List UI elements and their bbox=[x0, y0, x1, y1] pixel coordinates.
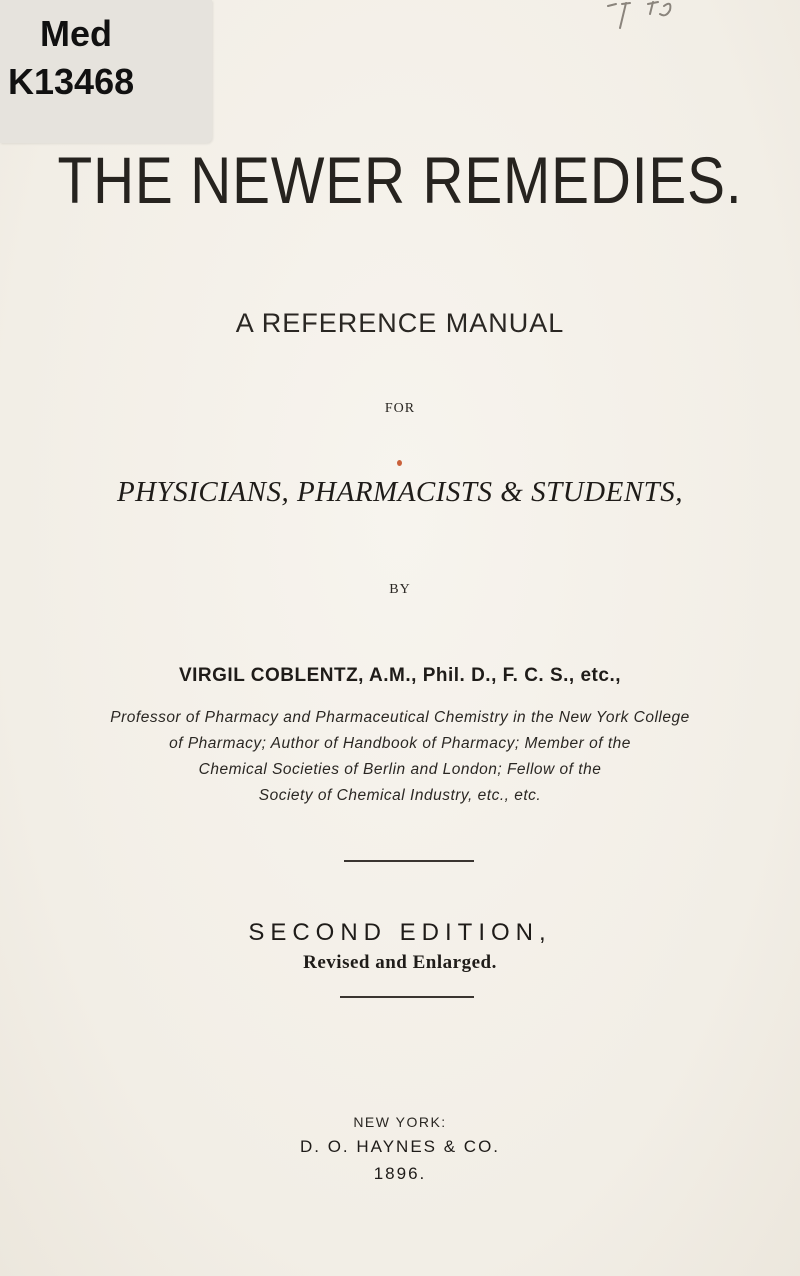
book-title: THE NEWER REMEDIES. bbox=[57, 143, 743, 217]
imprint-year: 1896. bbox=[373, 1164, 427, 1183]
credentials-line: of Pharmacy; Author of Handbook of Pharmacy; Member of the bbox=[169, 735, 631, 752]
library-label-line-2: K13468 bbox=[8, 61, 135, 102]
divider-rule bbox=[344, 860, 474, 862]
ink-dot bbox=[397, 460, 402, 466]
divider-rule bbox=[340, 996, 474, 998]
credentials-line: Chemical Societies of Berlin and London; Fellow of the bbox=[198, 761, 602, 778]
audience-line: PHYSICIANS, PHARMACISTS & STUDENTS, bbox=[116, 476, 684, 508]
imprint-city: NEW YORK: bbox=[353, 1114, 447, 1130]
credentials-line: Society of Chemical Industry, etc., etc. bbox=[258, 787, 542, 804]
edition-heading: SECOND EDITION, bbox=[248, 919, 552, 946]
pencil-scribble-mark bbox=[560, 0, 760, 60]
author-credentials bbox=[60, 705, 740, 809]
credentials-line: Professor of Pharmacy and Pharmaceutical Chemistry in the New York College bbox=[110, 709, 690, 726]
by-text: BY bbox=[389, 582, 411, 597]
author-name: VIRGIL COBLENTZ, A.M., Phil. D., F. C. S., etc., bbox=[178, 665, 622, 686]
edition-note: Revised and Enlarged. bbox=[303, 952, 497, 973]
imprint-publisher: D. O. HAYNES & CO. bbox=[299, 1137, 501, 1156]
book-subtitle: A REFERENCE MANUAL bbox=[235, 308, 565, 338]
library-label-line-1: Med bbox=[40, 13, 112, 54]
library-label bbox=[0, 0, 212, 143]
for-text: FOR bbox=[384, 401, 416, 416]
